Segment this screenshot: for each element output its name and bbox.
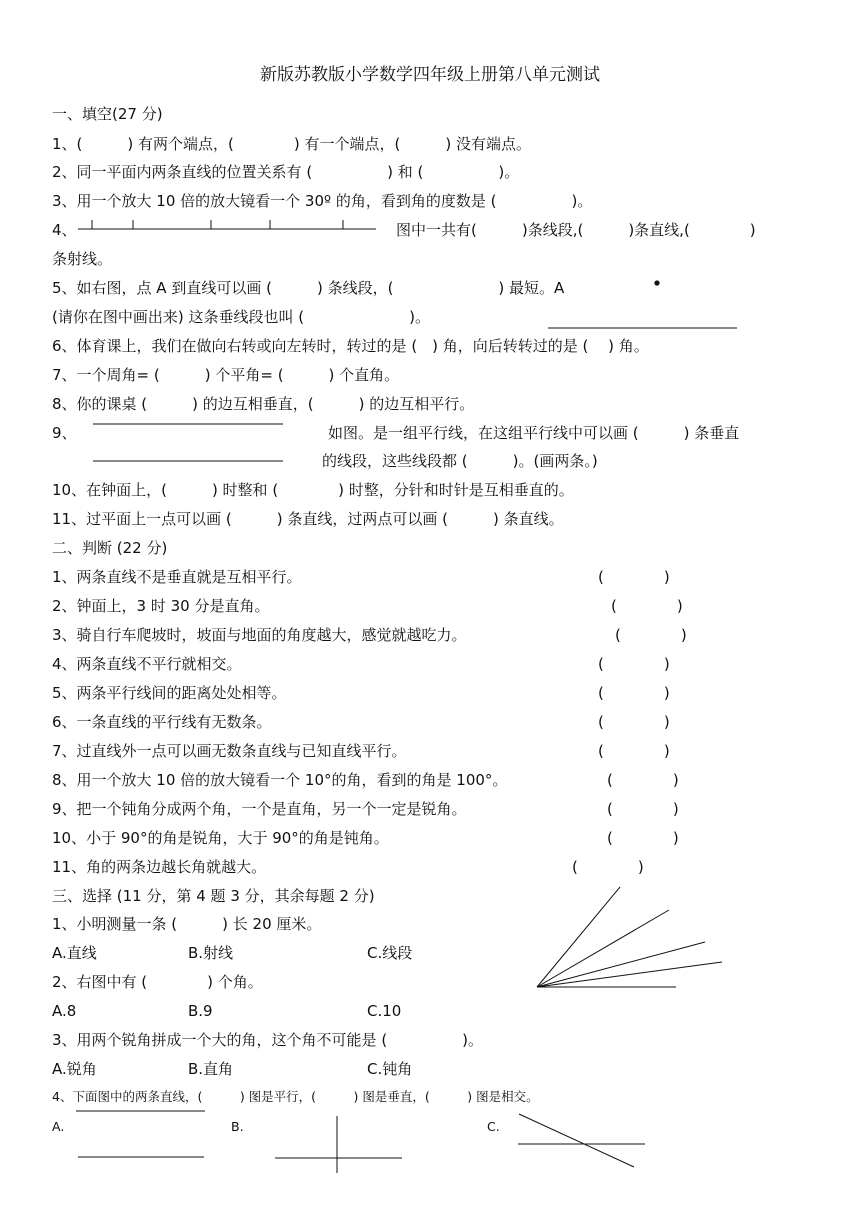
choice-question-4: 4、下面图中的两条直线，( ) 图是平行，( ) 图是垂直，( ) 图是相交。 <box>52 1089 539 1104</box>
judge-item-2: 2、钟面上，3 时 30 分是直角。 <box>52 597 270 615</box>
q5-point-a <box>654 280 659 285</box>
choice-q4-figure-c-intersecting <box>518 1114 645 1167</box>
choice-question-1: 1、小明测量一条 ( ) 长 20 厘米。 <box>52 915 322 933</box>
fill-question-4: 图中一共有( )条线段,( )条直线,( ) <box>396 221 756 239</box>
choice-question-2: 2、右图中有 ( ) 个角。 <box>52 973 263 991</box>
choice-q3-option-b: B.直角 <box>188 1060 234 1078</box>
fill-question-8: 8、你的课桌 ( ) 的边互相垂直，( ) 的边互相平行。 <box>52 395 475 413</box>
judge-item-8: 8、用一个放大 10 倍的放大镜看一个 10°的角，看到的角是 100°。 <box>52 771 508 789</box>
fill-question-9-number: 9、 <box>52 424 77 442</box>
choice-q2-option-b: B.9 <box>188 1002 213 1020</box>
judge-item-7: 7、过直线外一点可以画无数条直线与已知直线平行。 <box>52 742 407 760</box>
choice-q3-option-a: A.锐角 <box>52 1060 97 1078</box>
fill-question-2: 2、同一平面内两条直线的位置关系有 ( ) 和 ( )。 <box>52 163 520 181</box>
judge-answer-blank-6: ( ) <box>598 713 670 731</box>
judge-item-10: 10、小于 90°的角是锐角，大于 90°的角是钝角。 <box>52 829 389 847</box>
judge-answer-blank-7: ( ) <box>598 742 670 760</box>
choice-question-3: 3、用两个锐角拼成一个大的角，这个角不可能是 ( )。 <box>52 1031 484 1049</box>
choice-q1-option-c: C.线段 <box>367 944 413 962</box>
judge-answer-blank-11: ( ) <box>572 858 644 876</box>
choice-q1-option-b: B.射线 <box>188 944 234 962</box>
fill-question-5-continued: (请你在图中画出来) 这条垂线段也叫 ( )。 <box>52 308 430 326</box>
fill-question-9-line-1: 如图。是一组平行线，在这组平行线中可以画 ( ) 条垂直 <box>328 424 740 442</box>
section-judge-heading: 二、判断 (22 分) <box>52 539 168 557</box>
fill-question-4-continued: 条射线。 <box>52 250 113 268</box>
fill-question-1: 1、( ) 有两个端点，( ) 有一个端点，( ) 没有端点。 <box>52 135 531 153</box>
judge-answer-blank-8: ( ) <box>607 771 679 789</box>
section-fill-heading: 一、填空(27 分) <box>52 105 163 123</box>
choice-q2-option-c: C.10 <box>367 1002 402 1020</box>
judge-item-3: 3、骑自行车爬坡时，坡面与地面的角度越大，感觉就越吃力。 <box>52 626 467 644</box>
judge-answer-blank-5: ( ) <box>598 684 670 702</box>
judge-answer-blank-4: ( ) <box>598 655 670 673</box>
judge-answer-blank-2: ( ) <box>611 597 683 615</box>
judge-answer-blank-9: ( ) <box>607 800 679 818</box>
fill-question-3: 3、用一个放大 10 倍的放大镜看一个 30º 的角，看到角的度数是 ( )。 <box>52 192 593 210</box>
choice-q4-label-a: A. <box>52 1119 65 1134</box>
judge-item-6: 6、一条直线的平行线有无数条。 <box>52 713 272 731</box>
choice-q1-option-a: A.直线 <box>52 944 97 962</box>
fill-question-4-number: 4、 <box>52 221 77 239</box>
judge-answer-blank-10: ( ) <box>607 829 679 847</box>
judge-answer-blank-1: ( ) <box>598 568 670 586</box>
choice-q4-figure-a-parallel <box>76 1111 205 1157</box>
choice-q2-angles-figure <box>537 887 722 987</box>
section-choice-heading: 三、选择 (11 分，第 4 题 3 分，其余每题 2 分) <box>52 887 375 905</box>
fill-question-7: 7、一个周角= ( ) 个平角= ( ) 个直角。 <box>52 366 400 384</box>
choice-q4-label-b: B. <box>231 1119 244 1134</box>
fill-question-5: 5、如右图，点 A 到直线可以画 ( ) 条线段，( ) 最短。A <box>52 279 565 297</box>
judge-item-11: 11、角的两条边越长角就越大。 <box>52 858 267 876</box>
judge-item-5: 5、两条平行线间的距离处处相等。 <box>52 684 287 702</box>
judge-item-1: 1、两条直线不是垂直就是互相平行。 <box>52 568 302 586</box>
fill-question-11: 11、过平面上一点可以画 ( ) 条直线，过两点可以画 ( ) 条直线。 <box>52 510 564 528</box>
choice-q4-label-c: C. <box>487 1119 500 1134</box>
choice-q4-figure-b-perpendicular <box>275 1116 402 1173</box>
choice-q3-option-c: C.钝角 <box>367 1060 413 1078</box>
q4-line-segment-figure <box>78 220 376 229</box>
judge-answer-blank-3: ( ) <box>615 626 687 644</box>
fill-question-10: 10、在钟面上，( ) 时整和 ( ) 时整，分针和时针是互相垂直的。 <box>52 481 574 499</box>
judge-item-4: 4、两条直线不平行就相交。 <box>52 655 242 673</box>
fill-question-6: 6、体育课上，我们在做向右转或向左转时，转过的是 ( ) 角，向后转转过的是 ( ) 角。 <box>52 337 649 355</box>
judge-item-9: 9、把一个钝角分成两个角，一个是直角，另一个一定是锐角。 <box>52 800 467 818</box>
fill-question-9-line-2: 的线段，这些线段都 ( )。(画两条。) <box>322 452 598 470</box>
choice-q2-option-a: A.8 <box>52 1002 77 1020</box>
page-title: 新版苏教版小学数学四年级上册第八单元测试 <box>260 65 600 85</box>
